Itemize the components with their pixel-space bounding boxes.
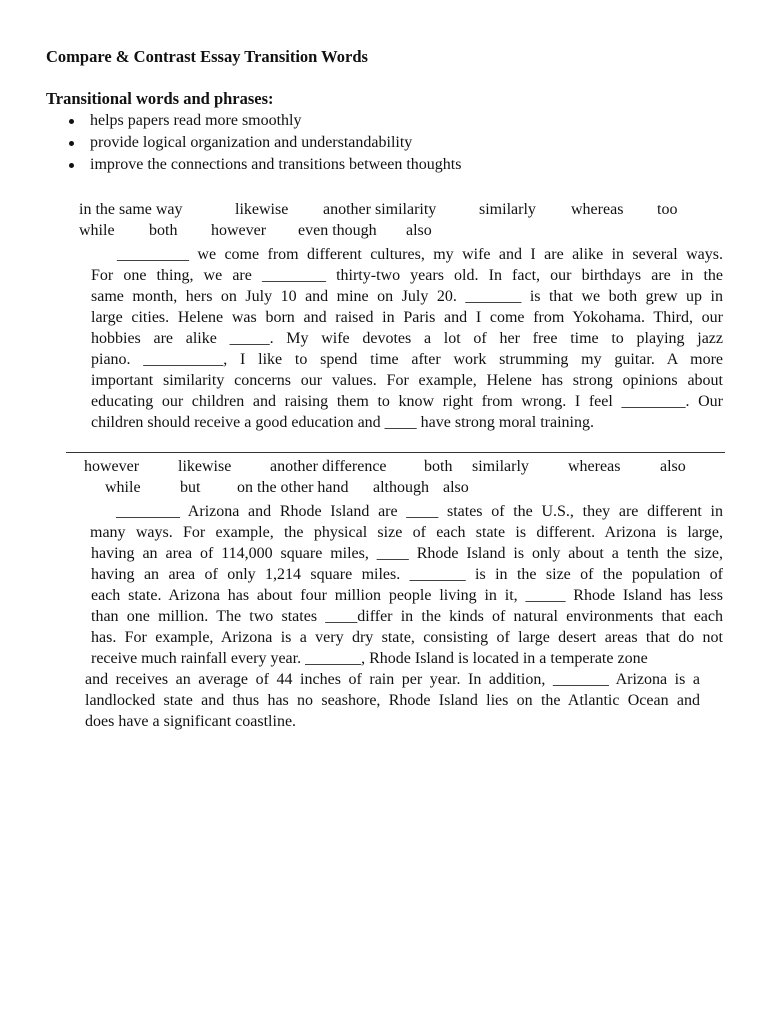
paragraph-line: does have a significant coastline.: [85, 713, 297, 730]
difference-paragraph: [91, 501, 723, 669]
word-bank-item: both: [424, 458, 453, 475]
paragraph-line: piano. __________, I like to spend time after work strumming my guitar. A more: [91, 351, 723, 368]
paragraph-line: many ways. For example, the physical size of each state is different. Arizona is large,: [90, 524, 723, 541]
bullet-icon: [69, 141, 74, 146]
bullet-item: [68, 132, 461, 154]
word-bank-item: however: [84, 458, 140, 475]
paragraph-line: important similarity concerns our values. For example, Helene has strong opinions about: [91, 372, 723, 389]
difference-paragraph-continued: [85, 669, 700, 732]
paragraph-line: large cities. Helene was born and raised in Paris and I come from Yokohama. Third, our: [91, 309, 723, 326]
bullet-icon: [69, 163, 74, 168]
word-bank-item: likewise: [178, 458, 232, 475]
paragraph-line: than one million. The two states ____differ in the kinds of natural environments that each: [91, 608, 723, 625]
word-bank-item: similarly: [479, 201, 536, 218]
word-bank-item: although: [373, 479, 429, 496]
paragraph-line: hobbies are alike _____. My wife devotes a lot of her free time to playing jazz: [91, 330, 723, 347]
paragraph-line: children should receive a good education and ____ have strong moral training.: [91, 414, 594, 431]
page-title: Compare & Contrast Essay Transition Words: [46, 47, 368, 66]
similarity-paragraph: [91, 244, 723, 433]
paragraph-line: has. For example, Arizona is a very dry state, consisting of large desert areas that do not: [91, 629, 723, 646]
word-bank-item: on the other hand: [237, 479, 349, 496]
paragraph-line: having an area of only 1,214 square miles. _______ is in the size of the population of: [91, 566, 723, 583]
paragraph-line: For one thing, we are ________ thirty-two years old. In fact, our birthdays are in the: [91, 267, 723, 284]
word-bank-item: whereas: [568, 458, 621, 475]
paragraph-line: each state. Arizona has about four million people living in it, _____ Rhode Island has less: [91, 587, 723, 604]
section-heading: Transitional words and phrases:: [46, 89, 274, 108]
bullet-text: provide logical organization and understandability: [90, 134, 413, 151]
bullet-list: [68, 110, 461, 176]
bullet-item: [68, 110, 461, 132]
paragraph-line: landlocked state and thus has no seashore, Rhode Island lies on the Atlantic Ocean and: [85, 692, 700, 709]
word-bank-item: also: [660, 458, 686, 475]
paragraph-line: same month, hers on July 10 and mine on July 20. _______ is that we both grew up in: [91, 288, 723, 305]
word-bank-item: another difference: [270, 458, 387, 475]
word-bank-item: similarly: [472, 458, 529, 475]
word-bank-item: too: [657, 201, 678, 218]
word-bank-item: another similarity: [323, 201, 437, 218]
word-bank-item: however: [211, 222, 267, 239]
word-bank-item: both: [149, 222, 178, 239]
bullet-item: [68, 154, 461, 176]
bullet-text: helps papers read more smoothly: [90, 112, 302, 129]
word-bank-item: while: [79, 222, 115, 239]
bullet-text: improve the connections and transitions between thoughts: [90, 156, 462, 173]
paragraph-line: educating our children and raising them to know right from wrong. I feel ________. Our: [91, 393, 723, 410]
word-bank-item: also: [406, 222, 432, 239]
word-bank-item: even though: [298, 222, 377, 239]
paragraph-line: having an area of 114,000 square miles, ____ Rhode Island is only about a tenth the size,: [91, 545, 723, 562]
section-divider: [66, 452, 725, 453]
word-bank-item: likewise: [235, 201, 289, 218]
paragraph-line: ________ Arizona and Rhode Island are ____ states of the U.S., they are different in: [116, 503, 723, 520]
paragraph-line: _________ we come from different cultures, my wife and I are alike in several ways.: [117, 246, 723, 263]
word-bank-item: also: [443, 479, 469, 496]
word-bank-item: in the same way: [79, 201, 183, 218]
word-bank-item: while: [105, 479, 141, 496]
bullet-icon: [69, 119, 74, 124]
word-bank-item: whereas: [571, 201, 624, 218]
word-bank-item: but: [180, 479, 201, 496]
paragraph-line: and receives an average of 44 inches of rain per year. In addition, _______ Arizona is a: [85, 671, 700, 688]
paragraph-line: receive much rainfall every year. _______, Rhode Island is located in a temperate zone: [91, 650, 648, 667]
